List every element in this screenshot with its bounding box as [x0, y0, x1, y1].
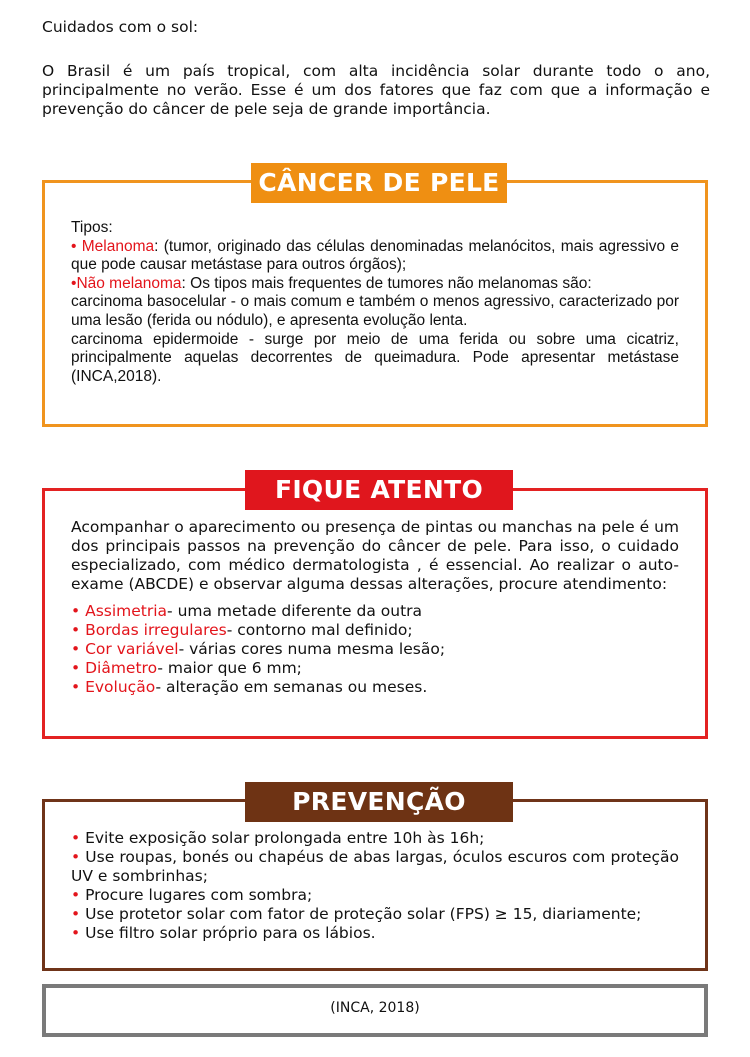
bullet: •	[71, 659, 81, 677]
atento-box	[42, 475, 708, 739]
basocelular-text: carcinoma basocelular - o mais comum e também o menos agressivo, caracterizado por uma lesão (ferida ou nódulo), e apresenta evolução lenta.	[71, 293, 679, 329]
prevencao-box	[42, 787, 708, 971]
list-item	[71, 621, 679, 640]
bullet: •	[71, 829, 81, 847]
list-item	[71, 829, 679, 848]
list-item	[71, 924, 679, 943]
nao-melanoma-item	[71, 275, 679, 294]
cancer-box	[42, 168, 708, 427]
list-item-desc: - maior que 6 mm;	[157, 659, 302, 677]
list-item-term: Cor variável	[85, 640, 179, 658]
epidermoide-text: carcinoma epidermoide - surge por meio de uma ferida ou sobre uma cicatriz, principalmente aquelas decorrentes de queimadura. Pode apresentar metástase (INCA,2018).	[71, 330, 679, 385]
prevencao-body	[71, 829, 679, 943]
tipos-label: Tipos:	[71, 219, 113, 236]
cancer-title: CÂNCER DE PELE	[251, 163, 507, 203]
list-item-text: Use roupas, bonés ou chapéus de abas largas, óculos escuros com proteção UV e sombrinhas;	[71, 848, 679, 885]
list-item-term: Assimetria	[85, 602, 168, 620]
bullet: •	[71, 924, 81, 942]
list-item-text: Use filtro solar próprio para os lábios.	[85, 924, 376, 942]
bullet: •	[71, 602, 81, 620]
list-item-desc: - alteração em semanas ou meses.	[155, 678, 428, 696]
melanoma-item	[71, 238, 679, 275]
nao-melanoma-term: Não melanoma	[76, 274, 182, 292]
bullet: •	[71, 886, 81, 904]
list-item	[71, 659, 679, 678]
intro-label: Cuidados com o sol:	[42, 18, 199, 36]
reference-text: (INCA, 2018)	[330, 1000, 420, 1016]
bullet: •	[71, 678, 81, 696]
melanoma-term: Melanoma	[81, 237, 155, 255]
list-item	[71, 640, 679, 659]
atento-title: FIQUE ATENTO	[245, 470, 513, 510]
list-item	[71, 905, 679, 924]
list-item	[71, 602, 679, 621]
bullet: •	[71, 274, 77, 292]
list-item-text: Use protetor solar com fator de proteção solar (FPS) ≥ 15, diariamente;	[85, 905, 642, 923]
list-item-desc: - várias cores numa mesma lesão;	[178, 640, 446, 658]
bullet: •	[71, 848, 81, 866]
list-item	[71, 886, 679, 905]
reference-box	[42, 984, 708, 1037]
list-item	[71, 848, 679, 886]
bullet: •	[71, 621, 81, 639]
list-item-text: Procure lugares com sombra;	[85, 886, 313, 904]
atento-paragraph: Acompanhar o aparecimento ou presença de pintas ou manchas na pele é um dos principais passos na prevenção do câncer de pele. Para isso, o cuidado especializado, com médico dermatologista , é essencial. Ao realizar o auto-exame (ABCDE) e observar alguma dessas alterações, procure atendimento:	[71, 518, 679, 593]
melanoma-desc: : (tumor, originado das células denominadas melanócitos, mais agressivo e que pode causar metástase para outros órgãos);	[71, 237, 679, 274]
list-item-desc: - contorno mal definido;	[226, 621, 413, 639]
list-item-desc: - uma metade diferente da outra	[167, 602, 423, 620]
bullet: •	[71, 237, 77, 255]
bullet: •	[71, 905, 81, 923]
list-item-text: Evite exposição solar prolongada entre 10h às 16h;	[85, 829, 485, 847]
list-item-term: Evolução	[85, 678, 156, 696]
list-item	[71, 678, 679, 697]
cancer-body	[71, 219, 679, 386]
bullet: •	[71, 640, 81, 658]
nao-melanoma-desc: : Os tipos mais frequentes de tumores não melanomas são:	[181, 274, 592, 292]
list-item-term: Diâmetro	[85, 659, 158, 677]
atento-body	[71, 518, 679, 697]
intro-paragraph: O Brasil é um país tropical, com alta incidência solar durante todo o ano, principalmente no verão. Esse é um dos fatores que faz com que a informação e prevenção do câncer de pele seja de grande importância.	[42, 62, 710, 118]
prevencao-title: PREVENÇÃO	[245, 782, 513, 822]
list-item-term: Bordas irregulares	[85, 621, 227, 639]
